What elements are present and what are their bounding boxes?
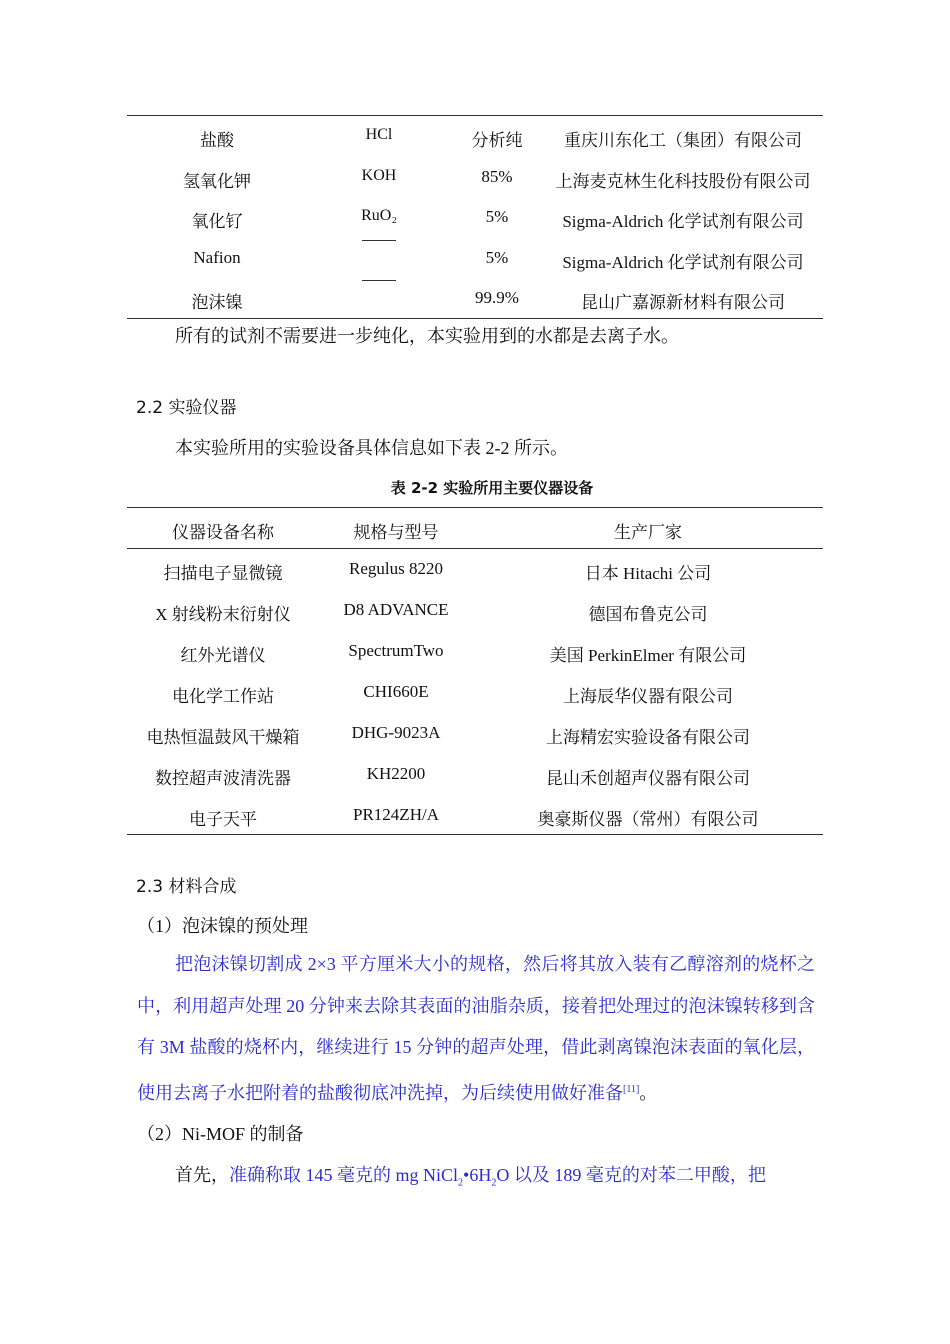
table-cell: 分析纯 (471, 131, 523, 150)
table-cell: 氧化钌 (191, 212, 243, 231)
table-cell: 上海精宏实验设备有限公司 (546, 728, 750, 747)
table2-header-rule (127, 548, 823, 549)
table-cell: KH2200 (366, 764, 426, 783)
text: 首先， (175, 1165, 229, 1185)
table-cell: D8 ADVANCE (343, 600, 449, 619)
table-cell: 电化学工作站 (172, 687, 274, 706)
table-cell: 重庆川东化工（集团）有限公司 (564, 131, 802, 150)
pretreatment-paragraph (137, 944, 815, 1114)
table-cell: 昆山禾创超声仪器有限公司 (546, 769, 750, 788)
table1-bottom-rule (127, 318, 823, 319)
table-cell: 5% (485, 207, 509, 226)
table-cell: SpectrumTwo (348, 641, 444, 660)
table-cell: DHG-9023A (351, 723, 441, 742)
section-heading-2-3: 2.3 材料合成 (136, 877, 237, 897)
table-cell: Regulus 8220 (349, 559, 443, 578)
table-cell: 5% (485, 248, 509, 267)
table1-top-rule (127, 115, 823, 116)
table-cell: 上海麦克林生化科技股份有限公司 (555, 172, 811, 191)
table-cell: 德国布鲁克公司 (588, 605, 708, 624)
column-header: 仪器设备名称 (172, 523, 274, 542)
table-cell: 99.9% (475, 288, 519, 307)
subheading-pretreatment: （1）泡沫镍的预处理 (137, 916, 308, 936)
citation: [11] (623, 1083, 640, 1095)
section-heading-2-2: 2.2 实验仪器 (136, 398, 237, 418)
section-intro: 本实验所用的实验设备具体信息如下表 2-2 所示。 (175, 438, 568, 458)
table-cell: 扫描电子显微镜 (163, 564, 283, 583)
table-cell: CHI660E (363, 682, 429, 701)
table-cell: 奥豪斯仪器（常州）有限公司 (537, 810, 759, 829)
table-cell: 上海辰华仪器有限公司 (563, 687, 733, 706)
table-cell: RuO₂ (361, 207, 397, 224)
table-cell: Nafion (193, 248, 241, 267)
table-cell: 日本 Hitachi 公司 (584, 564, 712, 583)
table-cell: X 射线粉末衍射仪 (155, 605, 291, 624)
purity-note: 所有的试剂不需要进一步纯化，本实验用到的水都是去离子水。 (175, 326, 679, 346)
subheading-ni-mof: （2）Ni-MOF 的制备 (137, 1124, 304, 1144)
text-blue: 准确称取 145 毫克的 mg $NiCl_2•6H_2O$ 以及 189 毫克的对苯二甲酸，把 (229, 1165, 766, 1189)
period: 。 (639, 1082, 658, 1103)
table2-bottom-rule (127, 834, 823, 835)
table-cell: 电热恒温鼓风干燥箱 (146, 728, 300, 747)
pretreatment-text: 把泡沫镍切割成 2×3 平方厘米大小的规格，然后将其放入装有乙醇溶剂的烧杯之中，利用超声处理 20 分钟来去除其表面的油脂杂质，接着把处理过的泡沫镍转移到含有 3M 盐酸的烧杯内，继续进行 15 分钟的超声处理，借此剥离镍泡沫表面的氧化层，使用去离子水把附着的盐酸彻底冲洗掉，为后续使用做好准备 (137, 954, 815, 1103)
empty-dash (362, 280, 396, 281)
ni-mof-paragraph (175, 1161, 766, 1189)
table-cell: 氢氧化钾 (183, 172, 251, 191)
table-cell: 电子天平 (189, 810, 257, 829)
empty-dash (362, 240, 396, 241)
table-cell: 昆山广嘉源新材料有限公司 (581, 293, 785, 312)
column-header: 规格与型号 (353, 523, 439, 542)
column-header: 生产厂家 (614, 523, 682, 542)
table-caption: 表 2-2 实验所用主要仪器设备 (390, 479, 594, 497)
table-cell: Sigma-Aldrich 化学试剂有限公司 (562, 253, 804, 272)
table-cell: 数控超声波清洗器 (155, 769, 291, 788)
table-cell: 美国 PerkinElmer 有限公司 (549, 646, 747, 665)
table-cell: HCl (365, 126, 393, 143)
table-cell: KOH (361, 167, 397, 184)
table-cell: 泡沫镍 (191, 293, 243, 312)
table-cell: Sigma-Aldrich 化学试剂有限公司 (562, 212, 804, 231)
table-cell: 盐酸 (200, 131, 234, 150)
table-cell: 85% (481, 167, 513, 186)
table2-top-rule (127, 507, 823, 508)
table-cell: 红外光谱仪 (180, 646, 266, 665)
table-cell: PR124ZH/A (353, 805, 439, 824)
